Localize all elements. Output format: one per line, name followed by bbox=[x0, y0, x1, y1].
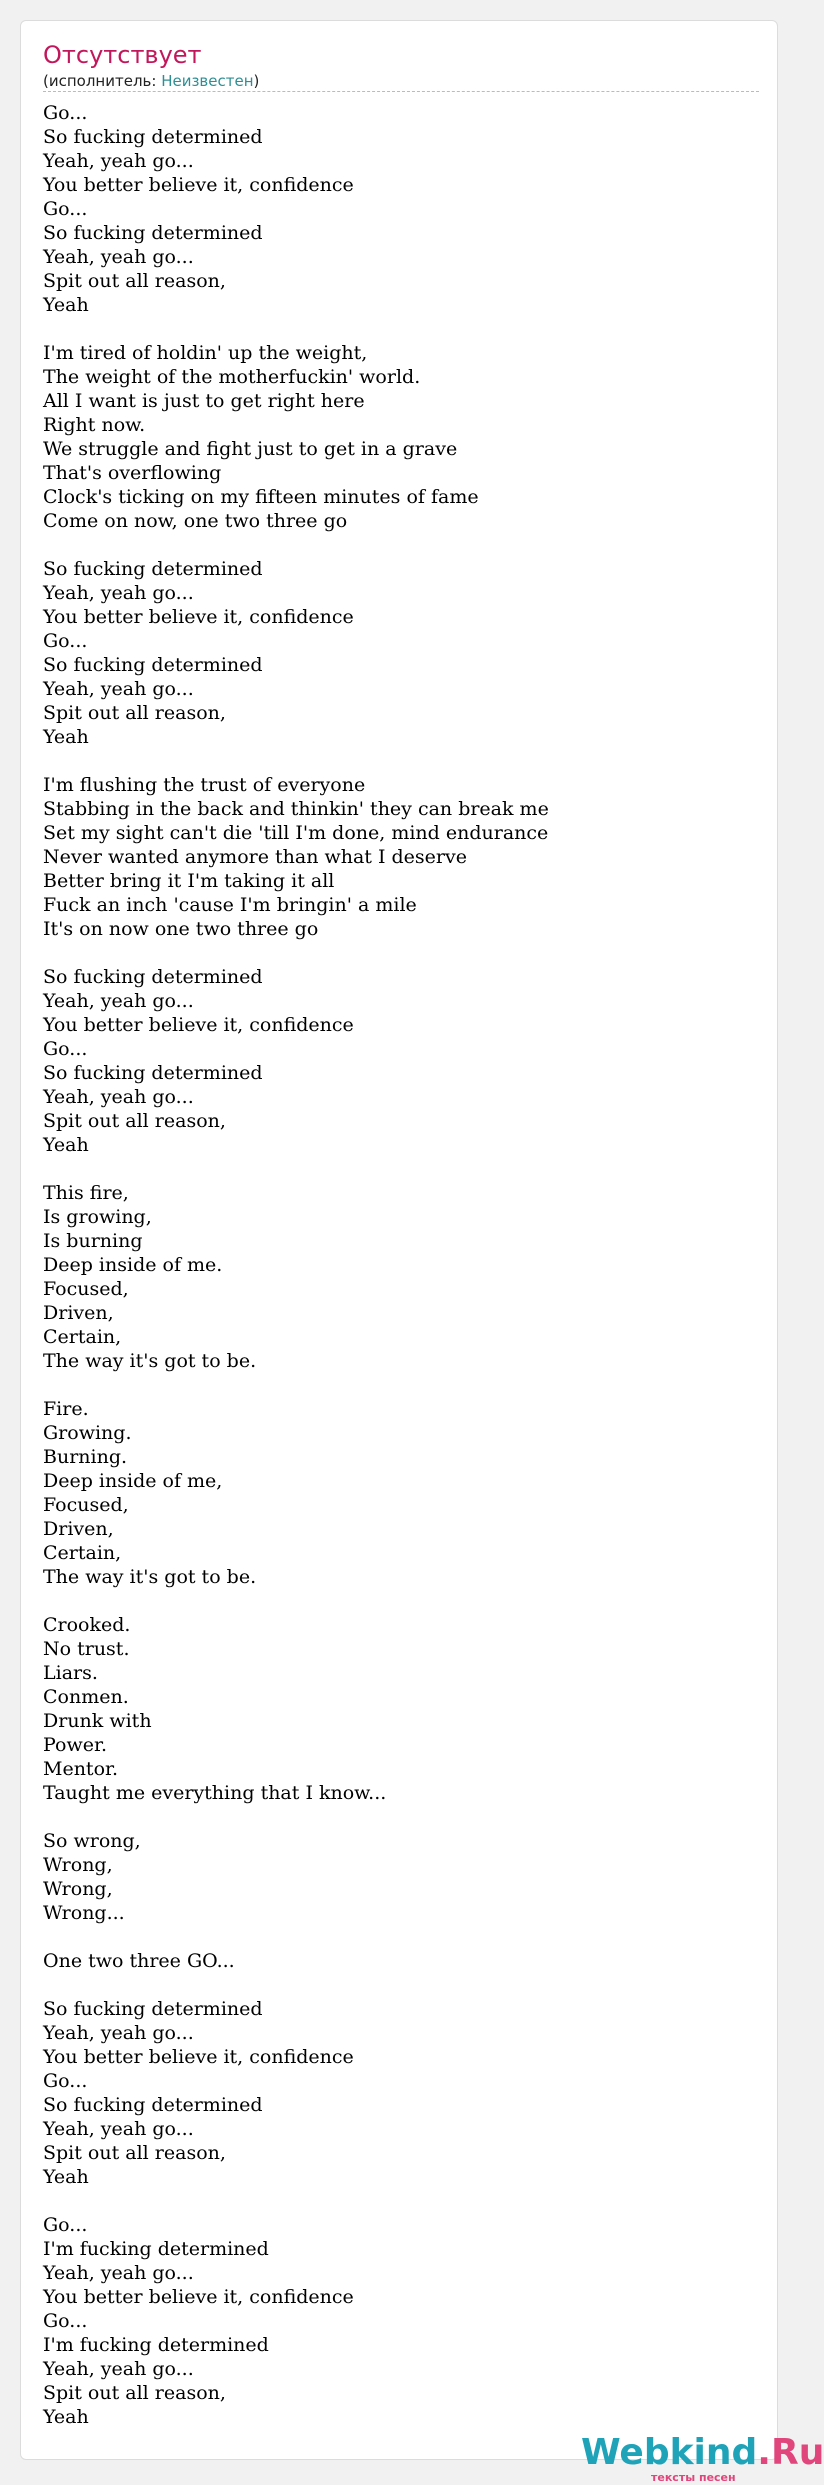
performer-prefix: (исполнитель: bbox=[43, 72, 162, 90]
performer-suffix: ) bbox=[253, 72, 260, 90]
song-title: Отсутствует bbox=[43, 41, 202, 69]
logo-tagline: тексты песен bbox=[651, 2471, 736, 2484]
logo-brand: Webkind bbox=[581, 2432, 758, 2473]
performer-line bbox=[43, 71, 259, 91]
performer-link[interactable]: Неизвестен bbox=[161, 72, 254, 90]
logo-wordmark bbox=[581, 2433, 824, 2473]
lyrics-text: Go... So fucking determined Yeah, yeah go... You better believe it, confidence Go... So fucking determined Yeah, yeah go... Spit out all reason, Yeah I'm tired of holdin' up the weight, The weight of the motherfuckin' world. All I want is just to get right here Right now. We struggle and fight just to get in a grave That's overflowing Clock's ticking on my fifteen minutes of fame Come on now, one two three go So fucking determined Yeah, yeah go... You better believe it, confidence Go... So fucking determined Yeah, yeah go... Spit out all reason, Yeah I'm flushing the trust of everyone Stabbing in the back and thinkin' they can break me Set my sight can't die 'till I'm done, mind endurance Never wanted anymore than what I deserve Better bring it I'm taking it all Fuck an inch 'cause I'm bringin' a mile It's on now one two three go So fucking determined Yeah, yeah go... You better believe it, confidence Go... So fucking determined Yeah, yeah go... Spit out all reason, Yeah This fire, Is growing, Is burning Deep inside of me. Focused, Driven, Certain, The way it's got to be. Fire. Growing. Burning. Deep inside of me, Focused, Driven, Certain, The way it's got to be. Crooked. No trust. Liars. Conmen. Drunk with Power. Mentor. Taught me everything that I know... So wrong, Wrong, Wrong, Wrong... One two three GO... So fucking determined Yeah, yeah go... You better believe it, confidence Go... So fucking determined Yeah, yeah go... Spit out all reason, Yeah Go... I'm fucking determined Yeah, yeah go... You better believe it, confidence Go... I'm fucking determined Yeah, yeah go... Spit out all reason, Yeah bbox=[43, 102, 549, 2428]
site-logo[interactable] bbox=[581, 2432, 824, 2485]
title-divider bbox=[43, 91, 759, 92]
lyrics-card bbox=[20, 20, 824, 2484]
logo-tld: .Ru bbox=[757, 2432, 824, 2473]
